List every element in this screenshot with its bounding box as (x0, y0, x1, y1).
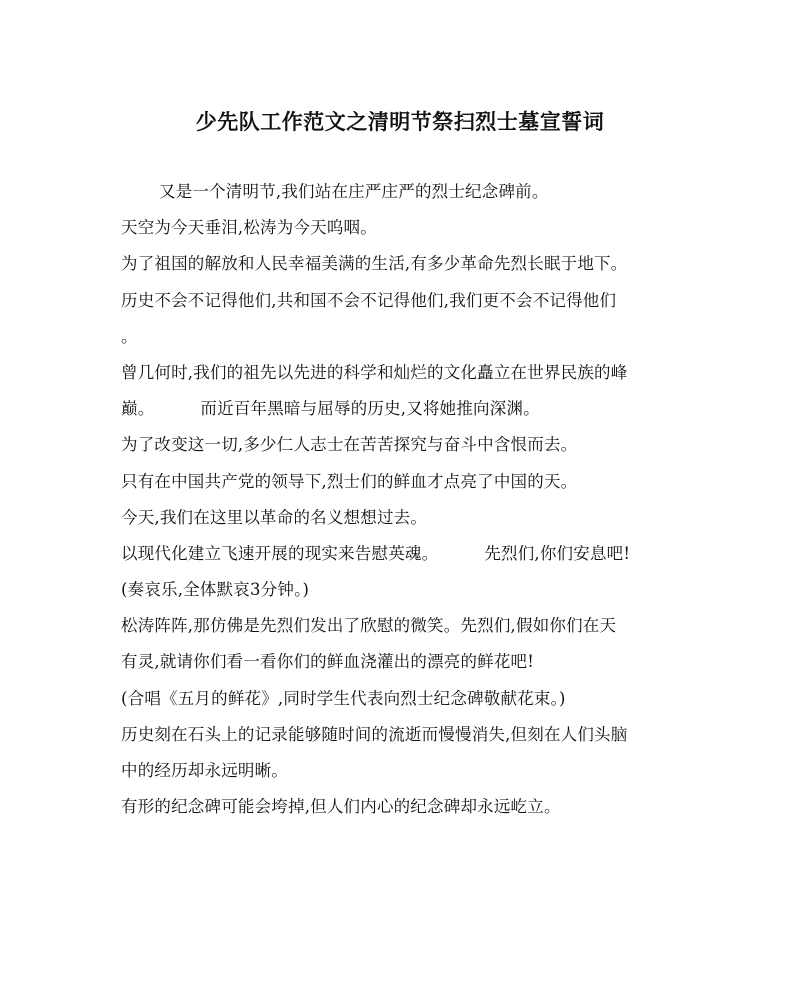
text-span: 天空为今天垂泪,松涛为今天呜咽。 (121, 218, 377, 238)
text-span: 历史刻在石头上的记录能够随时间的流逝而慢慢消失,但刻在人们头脑 (121, 724, 628, 744)
paragraph-line (121, 717, 691, 753)
text-span: 以现代化建立飞速开展的现实来告慰英魂。 (121, 543, 439, 563)
paragraph-line (121, 464, 691, 500)
paragraph-line (121, 319, 691, 355)
text-span: 而近百年黑暗与屈辱的历史,又将她推向深渊。 (200, 399, 540, 419)
text-span: 巅。 (121, 399, 155, 419)
paragraph-line (121, 789, 691, 825)
paragraph-line (121, 572, 691, 608)
paragraph-line (121, 355, 691, 391)
paragraph-line (121, 210, 691, 246)
text-span: 为了改变这一切,多少仁人志士在苦苦探究与奋斗中含恨而去。 (121, 435, 578, 455)
text-span: 历史不会不记得他们,共和国不会不记得他们,我们更不会不记得他们 (121, 290, 617, 310)
text-span: 为了祖国的解放和人民幸福美满的生活,有多少革命先烈长眠于地下。 (121, 254, 628, 274)
document-body (121, 174, 691, 825)
paragraph-line (121, 753, 691, 789)
text-span: 有灵,就请你们看一看你们的鲜血浇灌出的漂亮的鲜花吧! (121, 652, 535, 672)
paragraph-line (121, 174, 691, 210)
paragraph-line (121, 644, 691, 680)
text-span: 只有在中国共产党的领导下,烈士们的鲜血才点亮了中国的天。 (121, 471, 578, 491)
text-span: 又是一个清明节,我们站在庄严庄严的烈士纪念碑前。 (159, 182, 549, 201)
text-span: 曾几何时,我们的祖先以先进的科学和灿烂的文化矗立在世界民族的峰 (121, 362, 628, 382)
paragraph-line (121, 536, 691, 572)
text-span: 。 (121, 326, 138, 346)
text-span: (合唱《五月的鲜花》,同时学生代表向烈士纪念碑敬献花束。) (121, 688, 566, 708)
text-span: 今天,我们在这里以革命的名义想想过去。 (121, 507, 428, 527)
text-span: (奏哀乐,全体默哀3分钟。) (121, 580, 310, 600)
text-span: 松涛阵阵,那仿佛是先烈们发出了欣慰的微笑。先烈们,假如你们在天 (121, 616, 617, 636)
paragraph-line (121, 246, 691, 282)
paragraph-line (121, 283, 691, 319)
text-span: 先烈们,你们安息吧! (484, 543, 631, 563)
text-span: 中的经历却永远明晰。 (121, 761, 288, 780)
paragraph-line (121, 500, 691, 536)
paragraph-line (121, 427, 691, 463)
paragraph-line (121, 681, 691, 717)
paragraph-line (121, 391, 691, 427)
text-span: 有形的纪念碑可能会垮掉,但人们内心的纪念碑却永远屹立。 (121, 797, 561, 817)
paragraph-line (121, 608, 691, 644)
document-title: 少先队工作范文之清明节祭扫烈士墓宣誓词 (195, 109, 605, 134)
